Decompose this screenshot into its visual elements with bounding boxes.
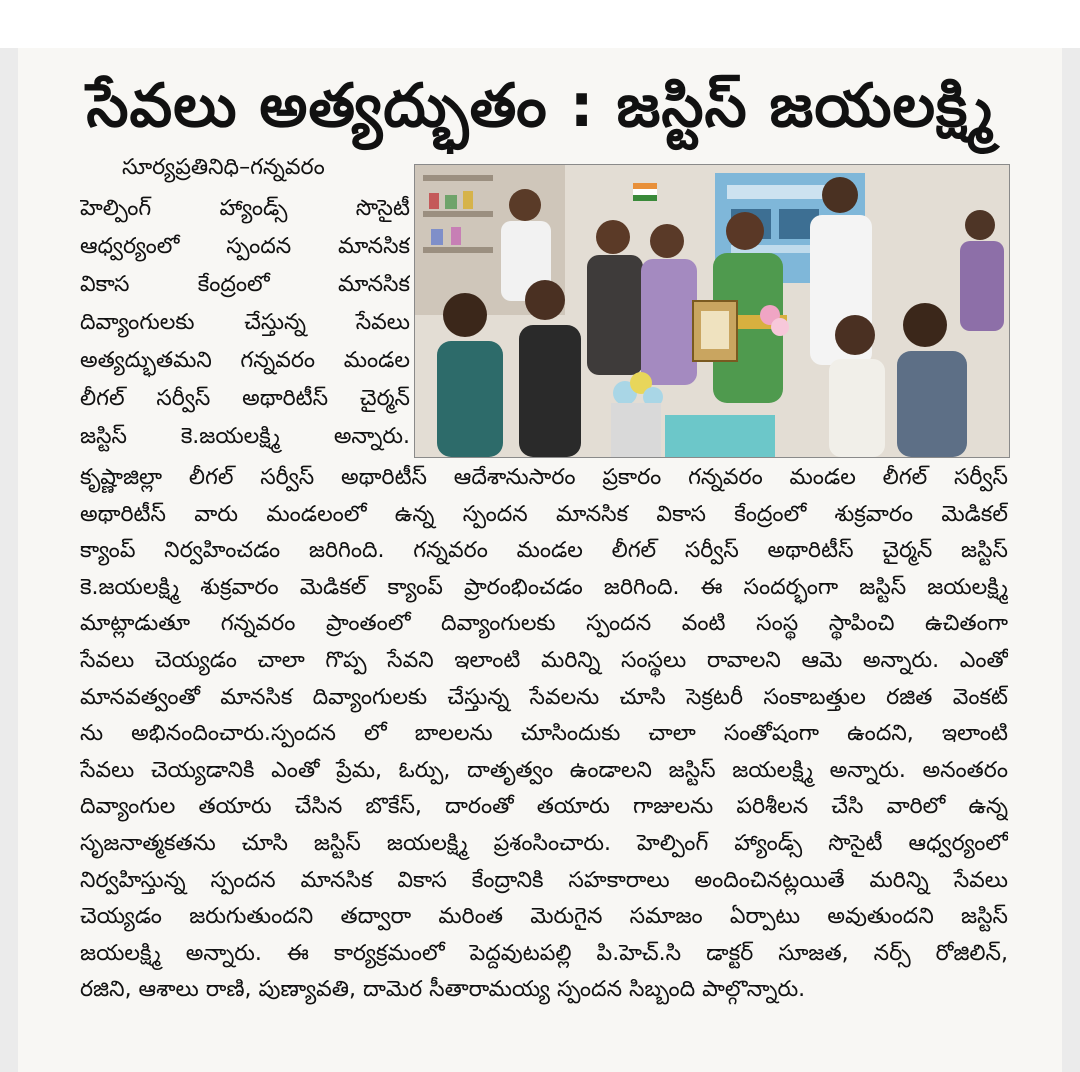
intro-line: వికాస కేంద్రంలో మానసిక — [80, 272, 410, 297]
body-line: జయలక్ష్మి అన్నారు. ఈ కార్యక్రమంలో పెద్దవుటపల్లి పి.హెచ్.సి డాక్టర్ సూజత, నర్స్ రోజిలిన్, — [80, 940, 1008, 966]
body-line: మాట్లాడుతూ గన్నవరం ప్రాంతంలో దివ్యాంగులకు స్పందన వంటి సంస్థ స్థాపించి ఉచితంగా — [80, 611, 1008, 637]
body-line: కృష్ణాజిల్లా లీగల్ సర్వీస్ అథారిటీస్ ఆదేశానుసారం ప్రకారం గన్నవరం మండల లీగల్ సర్వీస్ — [80, 465, 1008, 490]
body-line: దివ్యాంగుల తయారు చేసిన బొకేస్, దారంతో తయారు గాజులను పరిశీలన చేసి వారిలో ఉన్న — [80, 794, 1008, 820]
article-body — [80, 460, 1008, 1009]
dateline: సూర్యప్రతినిధి–గన్నవరం — [122, 155, 325, 180]
body-line: రజిని, ఆశాలు రాణి, పుణ్యావతి, దామెర సీతారామయ్య స్పందన సిబ్బంది పాల్గొన్నారు. — [80, 977, 806, 1003]
intro-line: అత్యద్భుతమని గన్నవరం మండల — [80, 348, 410, 373]
body-line: అథారిటీస్ వారు మండలంలో ఉన్న స్పందన మానసిక వికాస కేంద్రంలో శుక్రవారం మెడికల్ — [80, 501, 1008, 527]
intro-line: ఆధ్వర్యంలో స్పందన మానసిక — [80, 234, 410, 259]
body-line: మానవత్వంతో మానసిక దివ్యాంగులకు చేస్తున్న సేవలను చూసి సెక్రటరీ సంకాబత్తుల రజిత వెంకట్ — [80, 684, 1008, 710]
body-line: నిర్వహిస్తున్న స్పందన మానసిక వికాస కేంద్రానికి సహకారాలు అందించినట్లయితే మరిన్ని సేవలు — [80, 867, 1008, 893]
body-line: సృజనాత్మకతను చూసి జస్టిస్ జయలక్ష్మి ప్రశంసించారు. హెల్పింగ్ హ్యాండ్స్ సొసైటీ ఆధ్వర్యంలో — [80, 830, 1008, 856]
body-line: సేవలు చెయ్యడం చాలా గొప్ప సేవని ఇలాంటి మరిన్ని సంస్థలు రావాలని ఆమె అన్నారు. ఎంతో — [80, 647, 1008, 673]
event-photo — [414, 164, 1010, 458]
body-line: కె.జయలక్ష్మి శుక్రవారం మెడికల్ క్యాంప్ ప్రారంభించడం జరిగింది. ఈ సందర్భంగా జస్టిస్ జయలక్ష్మి — [80, 574, 1008, 600]
headline: సేవలు అత్యద్భుతం : జస్టిస్ జయలక్ష్మి — [86, 71, 994, 141]
intro-line: లీగల్ సర్వీస్ అథారిటీస్ చైర్మన్ — [80, 386, 410, 411]
event-photo-drawing — [415, 165, 1009, 457]
intro-line: దివ్యాంగులకు చేస్తున్న సేవలు — [80, 310, 410, 335]
intro-column — [80, 190, 410, 456]
body-line: చెయ్యడం జరుగుతుందని తద్వారా మరింత మెరుగైన సమాజం ఏర్పాటు అవుతుందని జస్టిస్ — [80, 904, 1008, 930]
top-strip — [0, 0, 1080, 48]
body-line: క్యాంప్ నిర్వహించడం జరిగింది. గన్నవరం మండల లీగల్ సర్వీస్ అథారిటీస్ చైర్మన్ జస్టిస్ — [80, 538, 1008, 564]
intro-line: జస్టిస్ కె.జయలక్ష్మి అన్నారు. — [80, 424, 410, 449]
body-line: సేవలు చెయ్యడానికి ఎంతో ప్రేమ, ఓర్పు, దాతృత్వం ఉండాలని జస్టిస్ జయలక్ష్మి అన్నారు. అనంతరం — [80, 757, 1008, 783]
body-line: ను అభినందించారు.స్పందన లో బాలలను చూసిందుకు చాలా సంతోషంగా ఉందని, ఇలాంటి — [80, 721, 1008, 747]
intro-line: హెల్పింగ్ హ్యాండ్స్ సొసైటీ — [80, 196, 410, 221]
